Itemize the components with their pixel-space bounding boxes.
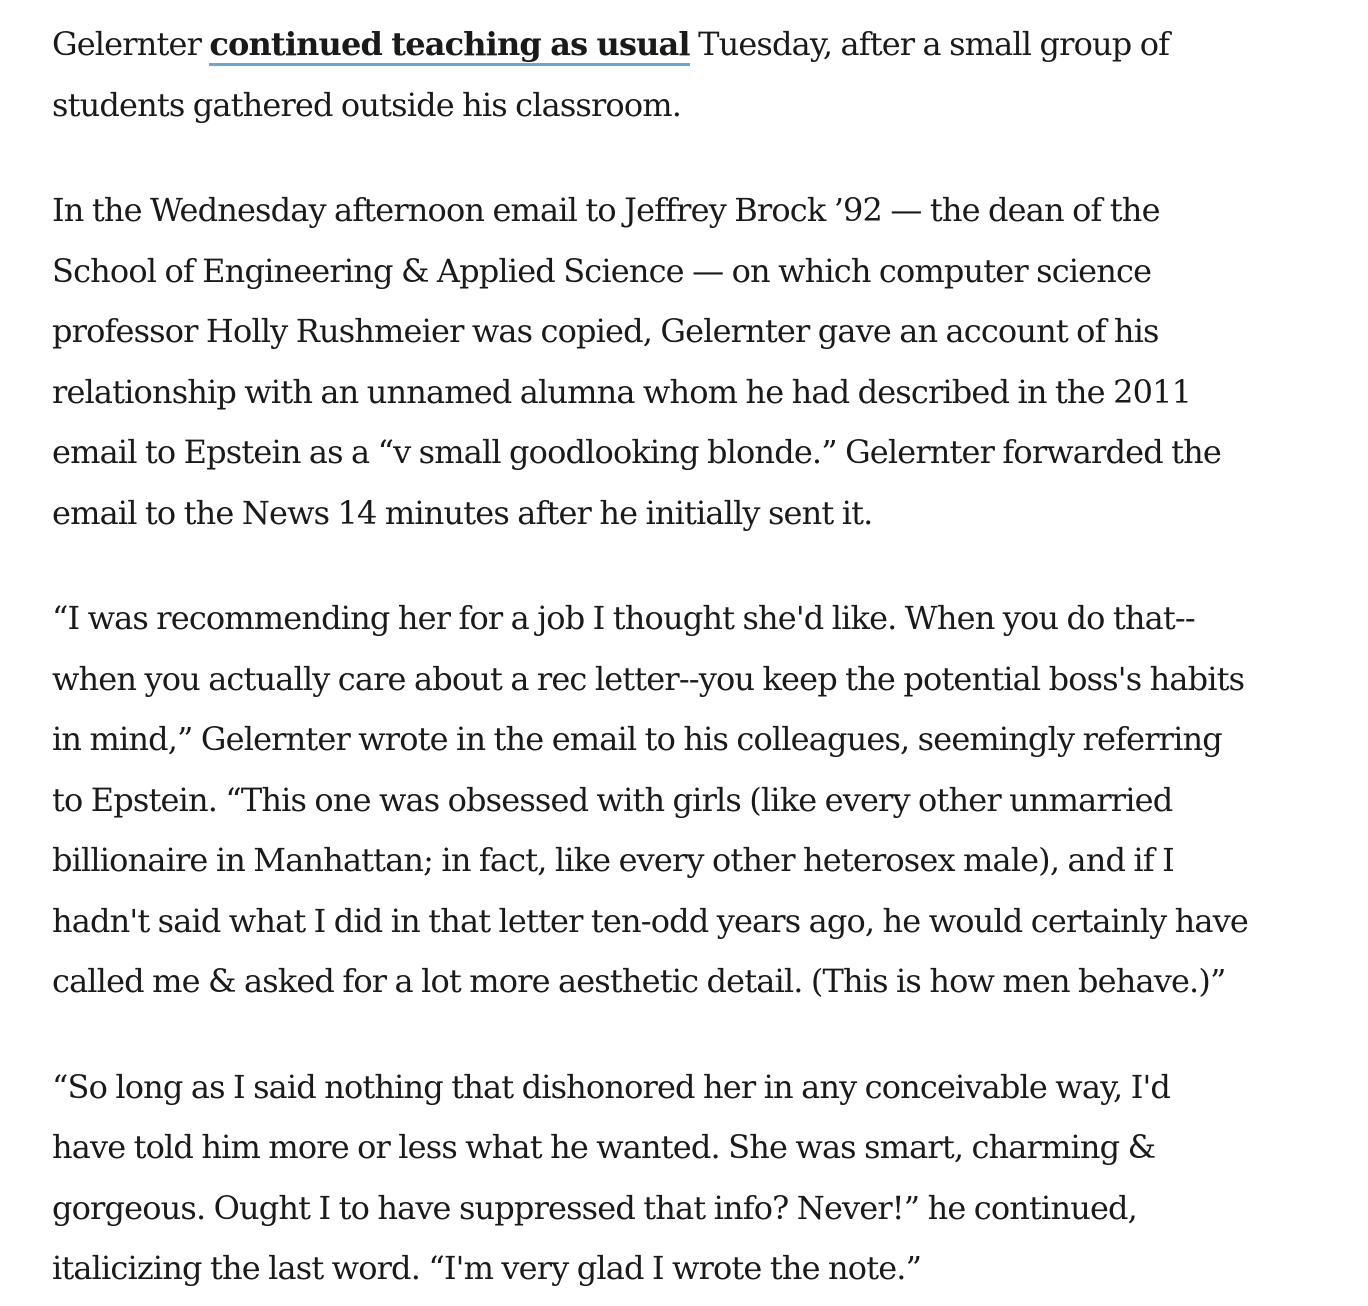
paragraph-1 — [52, 14, 1352, 135]
paragraph-4: “So long as I said nothing that dishonored her in any conceivable way, I'd have told him more or less what he wanted. She was smart, charming & gorgeous. Ought I to have suppressed that info? Never!” he continued, italicizing the last word. “I'm very glad I wrote the note.” — [52, 1067, 1171, 1287]
article-body — [52, 14, 1352, 1299]
paragraph-2: In the Wednesday afternoon email to Jeffrey Brock ’92 — the dean of the School of Engineering & Applied Science — on which computer science professor Holly Rushmeier was copied, Gelernter gave an account of his relationship with an unnamed alumna whom he had described in the 2011 email to Epstein as a “v small goodlooking blonde.” Gelernter forwarded the email to the News 14 minutes after he initially sent it. — [52, 191, 1222, 532]
paragraph-1-lead-text: Gelernter — [52, 25, 210, 63]
continued-teaching-link[interactable]: continued teaching as usual — [209, 25, 689, 66]
paragraph-3: “I was recommending her for a job I thought she'd like. When you do that-- when you actually care about a rec letter--you keep the potential boss's habits in mind,” Gelernter wrote in the email to his colleagues, seemingly referring to Epstein. “This one was obsessed with girls (like every other unmarried billionaire in Manhattan; in fact, like every other heterosex male), and if I hadn't said what I did in that letter ten-odd years ago, he would certainly have called me & asked for a lot more aesthetic detail. (This is how men behave.)” — [52, 599, 1248, 1000]
paragraph-1-trailing-text: Tuesday, after a small group of students gathered outside his classroom. — [52, 25, 1170, 124]
